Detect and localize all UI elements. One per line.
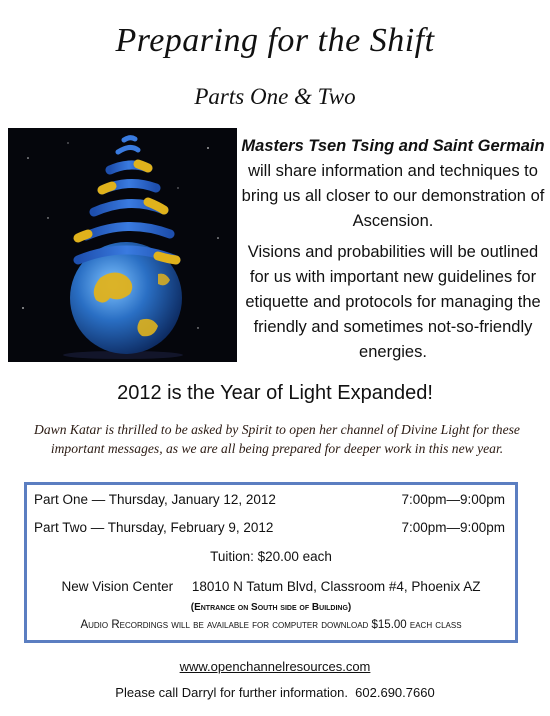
contact-info: Please call Darryl for further information. 602.690.7660: [115, 685, 435, 700]
globe-spiral-image: [8, 128, 237, 362]
session-row: [34, 520, 505, 535]
event-details-box: [24, 482, 518, 643]
entrance-note: (Entrance on South side of Building): [190, 602, 352, 613]
session-time: 7:00pm—9:00pm: [401, 520, 505, 535]
session-row: [34, 492, 505, 507]
session-time: 7:00pm—9:00pm: [401, 492, 505, 507]
headline: 2012 is the Year of Light Expanded!: [117, 382, 433, 404]
intro-paragraph-1: [240, 134, 546, 234]
session-label: Part Two — Thursday, February 9, 2012: [34, 520, 274, 535]
session-label: Part One — Thursday, January 12, 2012: [34, 492, 276, 507]
intro-text: [240, 134, 546, 371]
flyer-title: Preparing for the Shift: [115, 22, 435, 59]
tuition: Tuition: $20.00 each: [210, 549, 332, 564]
intro-paragraph-2: Visions and probabilities will be outlined for us with important new guidelines for etiquette and protocols for managing the friendly and sometimes not-so-friendly energies.: [245, 243, 541, 361]
location: New Vision Center 18010 N Tatum Blvd, Classroom #4, Phoenix AZ: [61, 579, 481, 594]
masters-name: Masters Tsen Tsing and Saint Germain: [241, 137, 545, 155]
description-blurb: Dawn Katar is thrilled to be asked by Spirit to open her channel of Divine Light for these important messages, as we are all being prepared for deeper work in this new year.: [34, 422, 520, 456]
flyer-subtitle: Parts One & Two: [194, 84, 356, 109]
website-link[interactable]: www.openchannelresources.com: [179, 659, 371, 674]
globe-spiral-icon: [8, 128, 237, 362]
audio-recordings-note: Audio Recordings will be available for computer download $15.00 each class: [80, 619, 462, 631]
intro-line1-rest: will share information and techniques to bring us all closer to our demonstration of Ascension.: [241, 162, 545, 230]
